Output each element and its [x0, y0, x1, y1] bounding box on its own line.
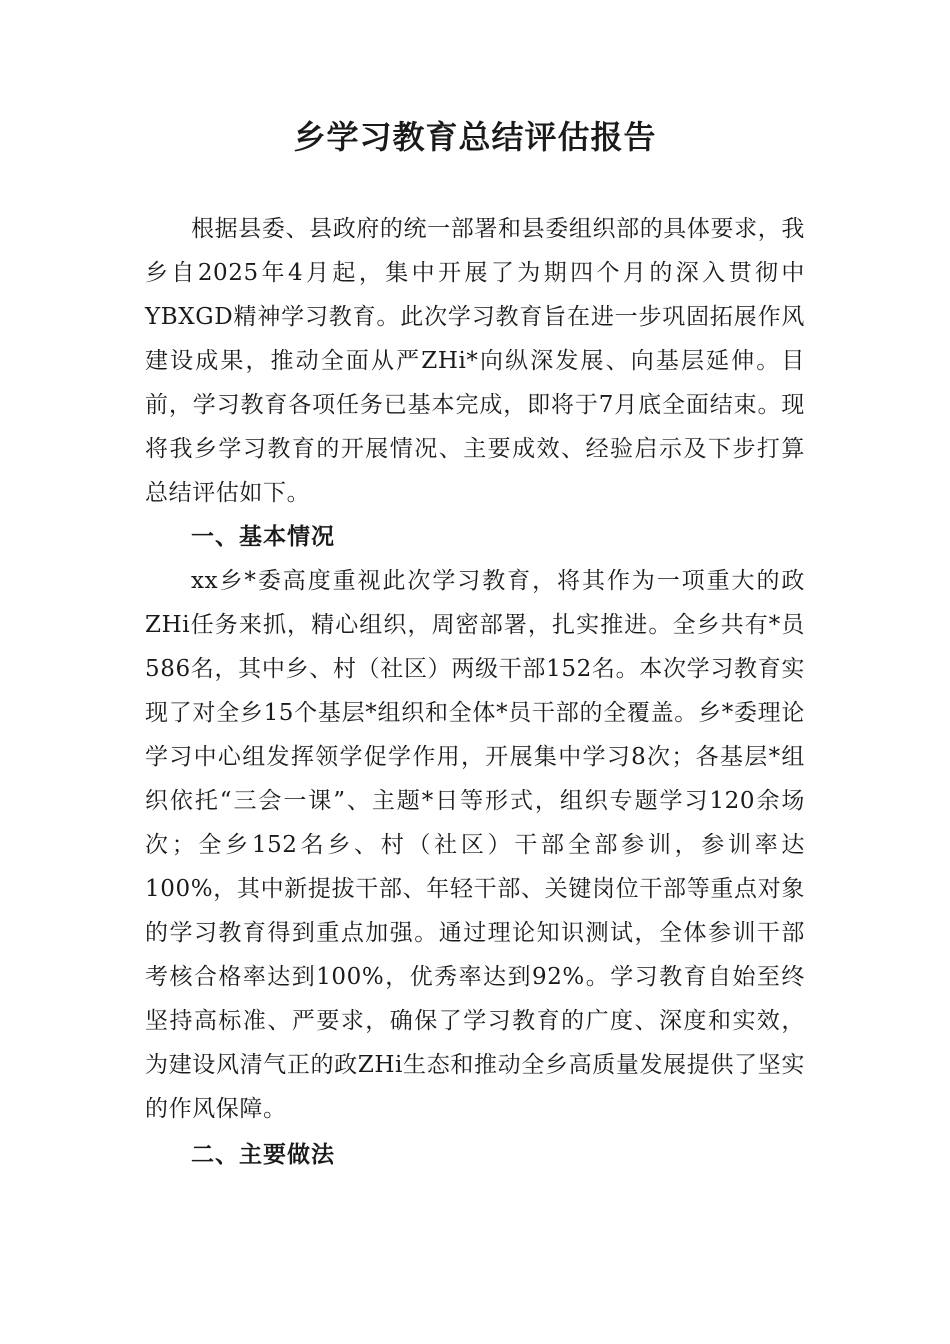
- basic-situation-paragraph: xx乡*委高度重视此次学习教育，将其作为一项重大的政ZHi任务来抓，精心组织，周密部署，扎实推进。全乡共有*员586名，其中乡、村（社区）两级干部152名。本次学习教育实现了对全乡15个基层*组织和全体*员干部的全覆盖。乡*委理论学习中心组发挥领学促学作用，开展集中学习8次；各基层*组织依托“三会一课”、主题*日等形式，组织专题学习120余场次；全乡152名乡、村（社区）干部全部参训，参训率达100%，其中新提拔干部、年轻干部、关键岗位干部等重点对象的学习教育得到重点加强。通过理论知识测试，全体参训干部考核合格率达到100%，优秀率达到92%。学习教育自始至终坚持高标准、严要求，确保了学习教育的广度、深度和实效，为建设风清气正的政ZHi生态和推动全乡高质量发展提供了坚实的作风保障。: [145, 568, 805, 1122]
- intro-paragraph: 根据县委、县政府的统一部署和县委组织部的具体要求，我乡自2025年4月起，集中开展了为期四个月的深入贯彻中YBXGD精神学习教育。此次学习教育旨在进一步巩固拓展作风建设成果，推动全面从严ZHi*向纵深发展、向基层延伸。目前，学习教育各项任务已基本完成，即将于7月底全面结束。现将我乡学习教育的开展情况、主要成效、经验启示及下步打算总结评估如下。: [145, 216, 805, 506]
- document-title: 乡学习教育总结评估报告: [293, 118, 657, 156]
- section-heading-main-practices: 二、主要做法: [191, 1142, 335, 1168]
- section-heading-basic-situation: 一、基本情况: [191, 524, 335, 550]
- document-body: [145, 207, 805, 1177]
